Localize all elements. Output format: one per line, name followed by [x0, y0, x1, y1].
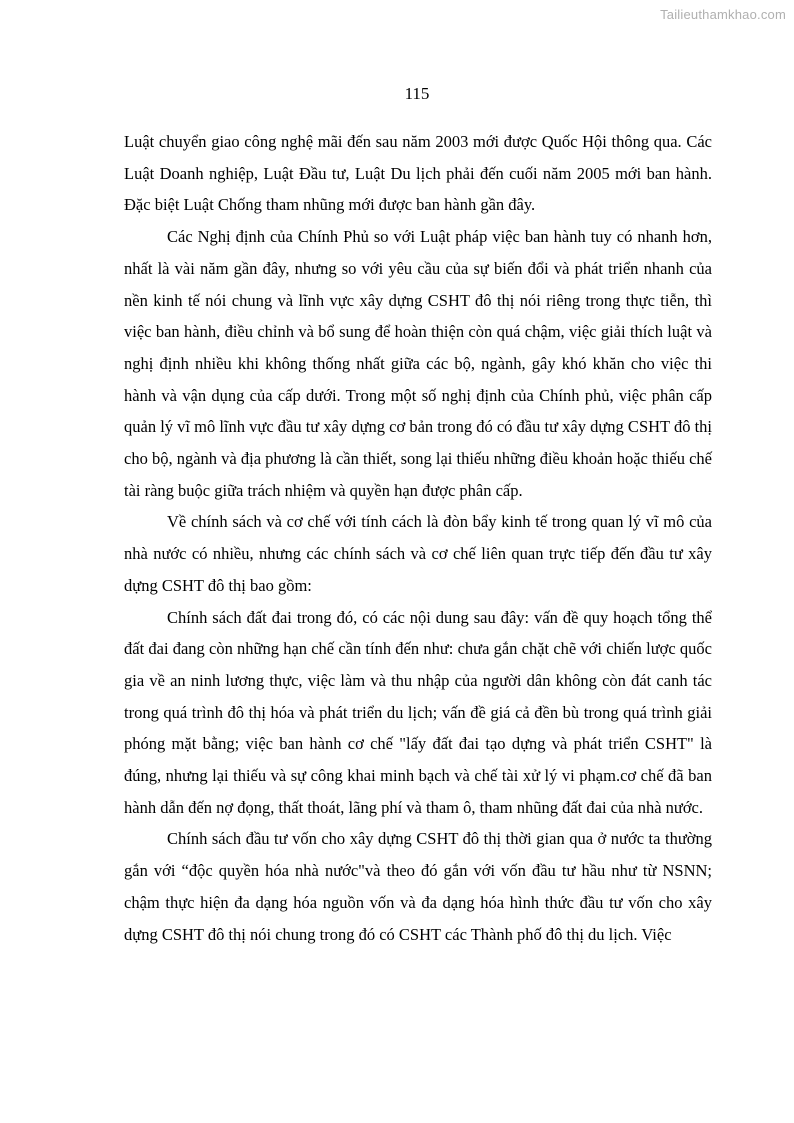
watermark-text: Tailieuthamkhao.com [660, 7, 786, 22]
paragraph: Các Nghị định của Chính Phủ so với Luật pháp việc ban hành tuy có nhanh hơn, nhất là vài năm gần đây, nhưng so với yêu cầu của sự biến đổi và phát triển nhanh của nền kinh tế nói chung và lĩnh vực xây dựng CSHT đô thị nói riêng trong thực tiễn, thì việc ban hành, điều chỉnh và bổ sung để hoàn thiện còn quá chậm, việc giải thích luật và nghị định nhiều khi không thống nhất giữa các bộ, ngành, gây khó khăn cho việc thi hành và vận dụng của cấp dưới. Trong một số nghị định của Chính phủ, việc phân cấp quản lý vĩ mô lĩnh vực đầu tư xây dựng cơ bản trong đó có đầu tư xây dựng CSHT đô thị cho bộ, ngành và địa phương là cần thiết, song lại thiếu những điều khoản hoặc thiếu chế tài ràng buộc giữa trách nhiệm và quyền hạn được phân cấp. [124, 227, 712, 500]
paragraph: Chính sách đất đai trong đó, có các nội dung sau đây: vấn đề quy hoạch tổng thể đất đai đang còn những hạn chế cần tính đến như: chưa gắn chặt chẽ với chiến lược quốc gia về an ninh lương thực, việc làm và thu nhập của người dân không còn đát canh tác trong quá trình đô thị hóa và phát triển du lịch; vấn đề giá cả đền bù trong quá trình giải phóng mặt bằng; việc ban hành cơ chế "lấy đất đai tạo dựng và phát triển CSHT" là đúng, nhưng lại thiếu và sự công khai minh bạch và chế tài xử lý vi phạm.cơ chế đã ban hành dẫn đến nợ đọng, thất thoát, lãng phí và tham ô, tham nhũng đất đai của nhà nước. [124, 607, 712, 817]
document-body [124, 126, 712, 950]
paragraph: Chính sách đầu tư vốn cho xây dựng CSHT đô thị thời gian qua ở nước ta thường gắn với “độc quyền hóa nhà nước"và theo đó gắn với vốn đầu tư hầu như từ NSNN; chậm thực hiện đa dạng hóa nguồn vốn và đa dạng hóa hình thức đầu tư vốn cho xây dựng CSHT đô thị nói chung trong đó có CSHT các Thành phố đô thị du lịch. Việc [124, 829, 712, 944]
page-number: 115 [404, 84, 430, 103]
paragraph-continuation: Luật chuyển giao công nghệ mãi đến sau năm 2003 mới được Quốc Hội thông qua. Các Luật Doanh nghiệp, Luật Đầu tư, Luật Du lịch phải đến cuối năm 2005 mới ban hành. Đặc biệt Luật Chống tham nhũng mới được ban hành gần đây. [124, 132, 712, 215]
paragraph: Về chính sách và cơ chế với tính cách là đòn bẩy kinh tế trong quan lý vĩ mô của nhà nước có nhiều, nhưng các chính sách và cơ chế liên quan trực tiếp đến đầu tư xây dựng CSHT đô thị bao gồm: [124, 512, 712, 595]
